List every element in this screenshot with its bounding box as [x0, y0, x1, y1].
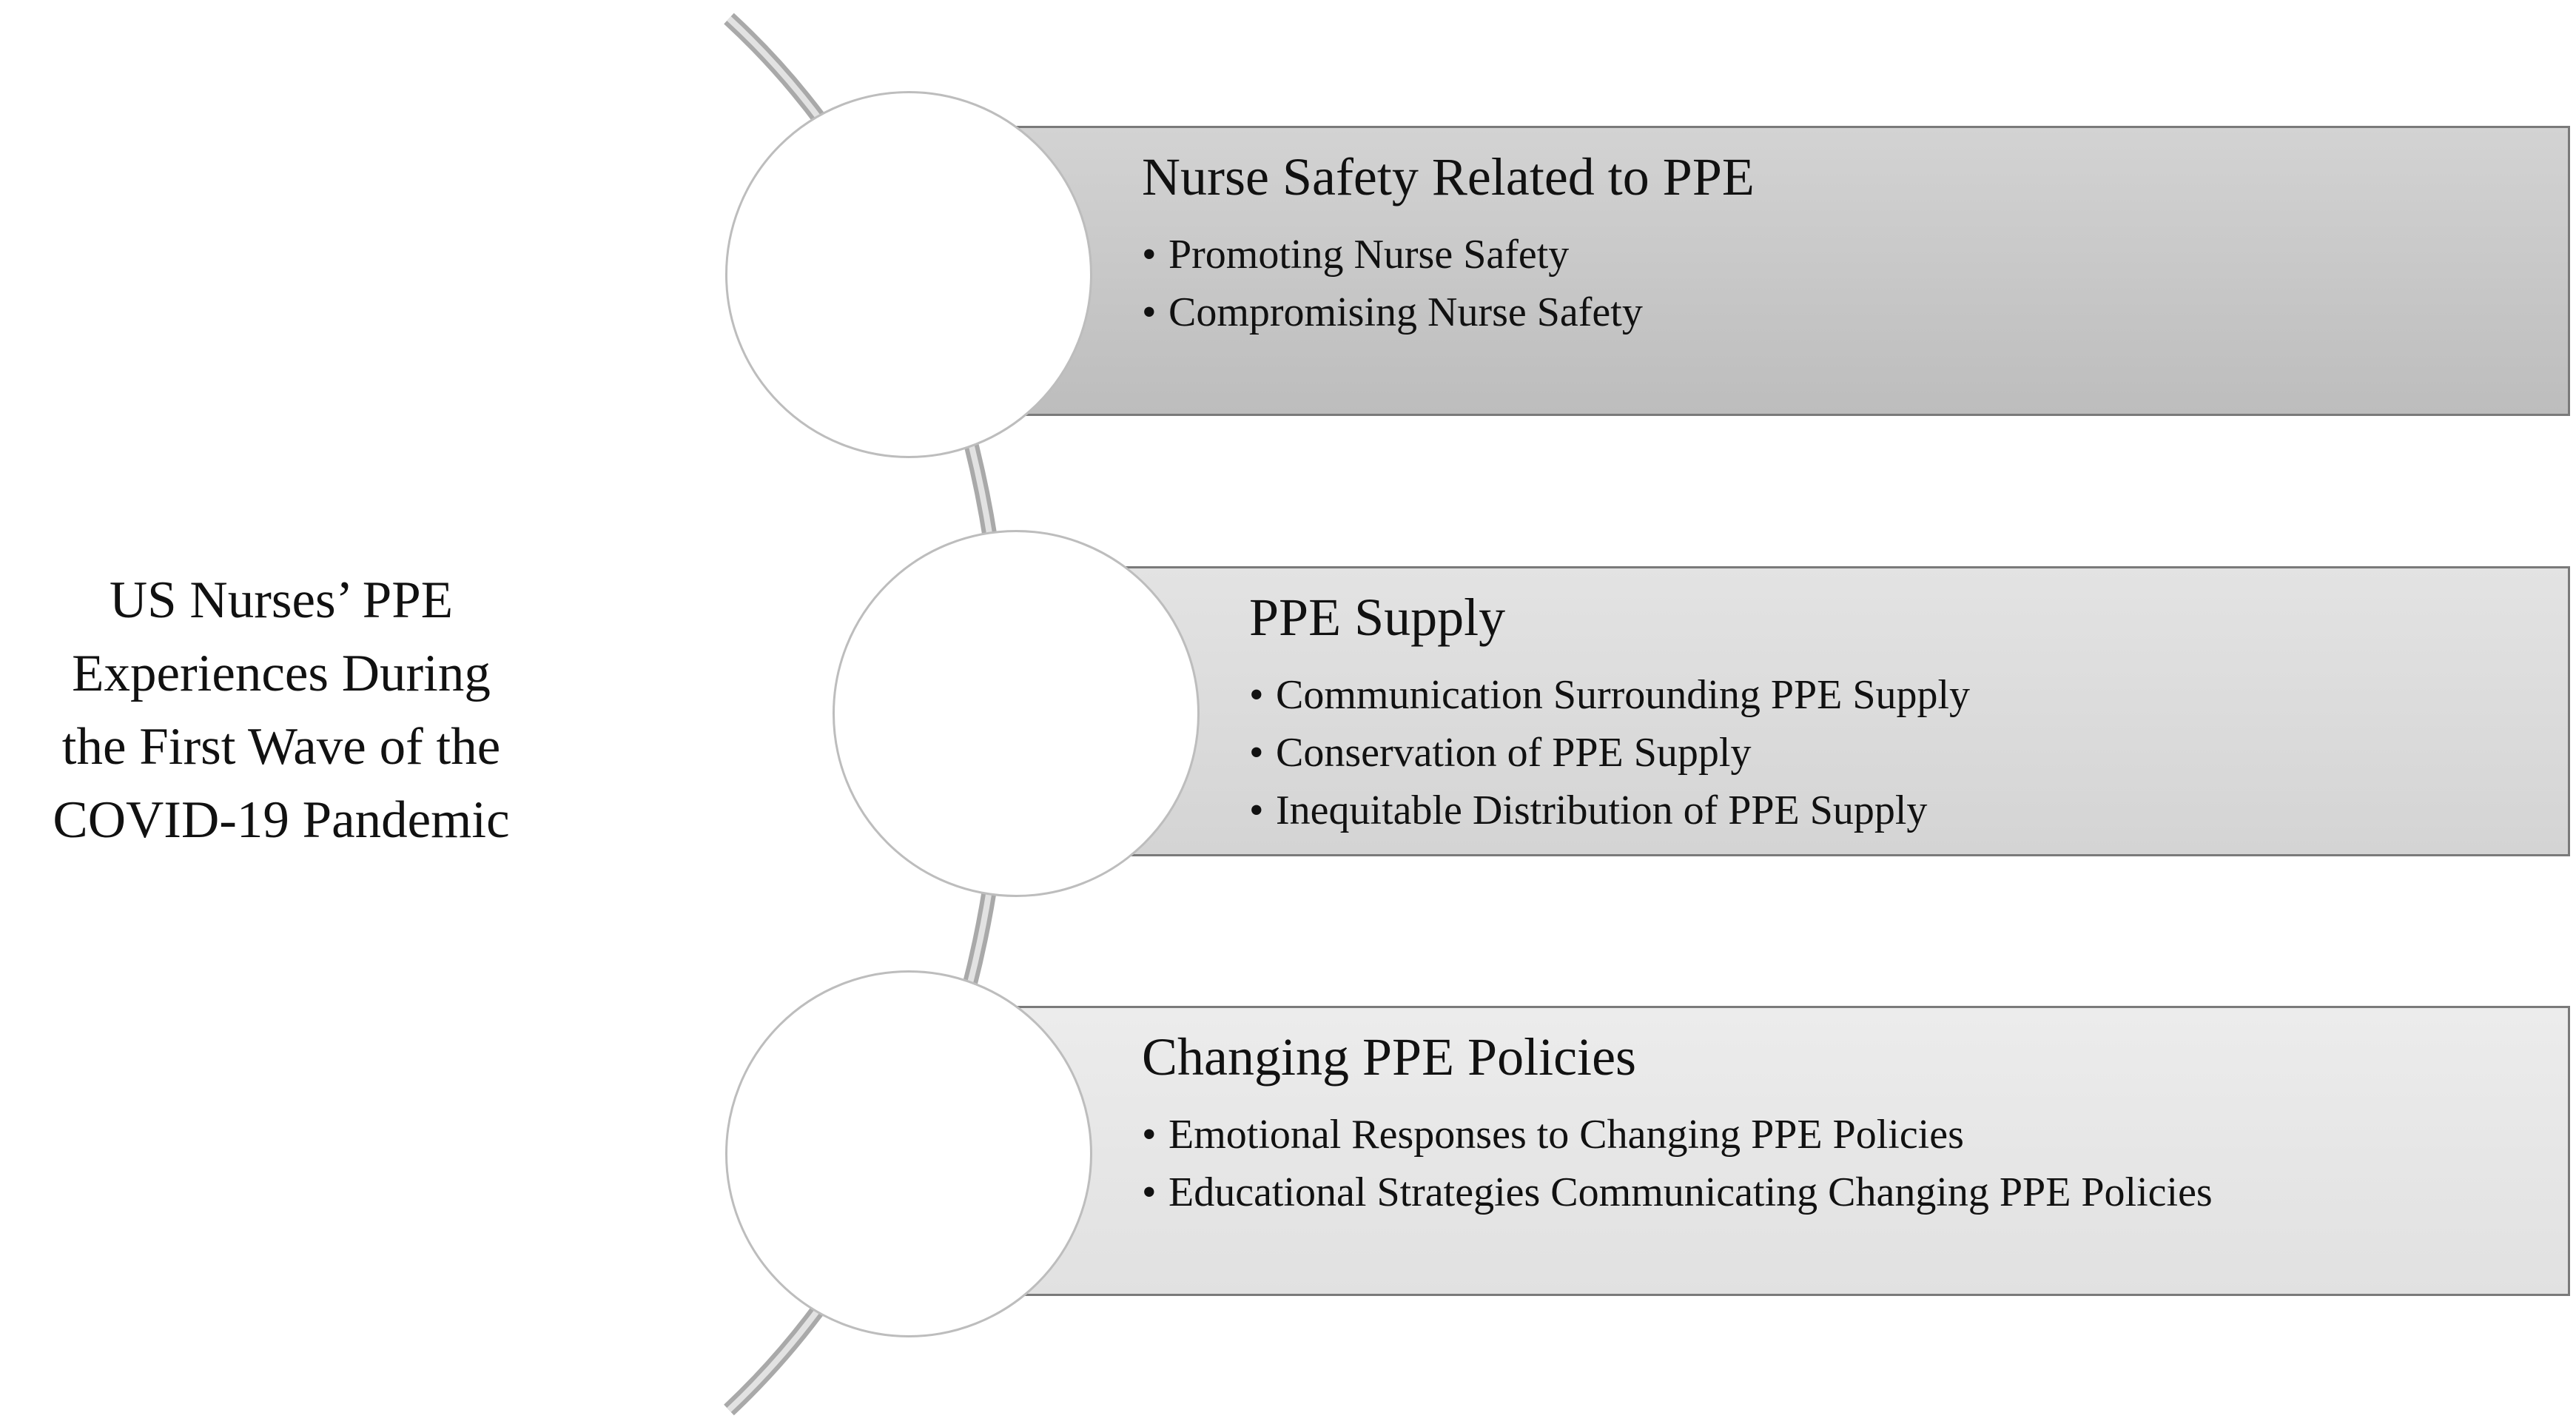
theme-title: Changing PPE Policies — [1142, 1027, 1637, 1087]
bullet-icon: • — [1142, 1169, 1157, 1215]
subtheme-label: Conservation of PPE Supply — [1276, 730, 1752, 776]
theme-box-changing-policies — [992, 1006, 2570, 1296]
theme-node-circle — [725, 91, 1092, 458]
central-theme-line-3: the First Wave of the — [61, 718, 501, 776]
subtheme-label: Emotional Responses to Changing PPE Policies — [1168, 1112, 1964, 1158]
theme-title: Nurse Safety Related to PPE — [1142, 147, 1755, 207]
subtheme-item — [1142, 226, 2553, 283]
subtheme-list — [1249, 666, 2553, 839]
central-theme-line-2: Experiences During — [72, 645, 491, 702]
subtheme-label: Promoting Nurse Safety — [1168, 232, 1570, 278]
central-theme-line-4: COVID-19 Pandemic — [53, 791, 510, 849]
bullet-icon: • — [1249, 730, 1264, 776]
central-theme-title — [0, 564, 562, 857]
theme-box-ppe-supply — [1099, 566, 2570, 856]
theme-box-nurse-safety — [992, 126, 2570, 416]
bullet-icon: • — [1142, 289, 1157, 335]
subtheme-item — [1249, 666, 2553, 724]
subtheme-item — [1249, 782, 2553, 839]
subtheme-item — [1142, 283, 2553, 341]
bullet-icon: • — [1142, 1112, 1157, 1158]
theme-title: PPE Supply — [1249, 588, 1506, 647]
subtheme-item — [1249, 724, 2553, 782]
subtheme-list — [1142, 1106, 2553, 1221]
subtheme-label: Compromising Nurse Safety — [1168, 289, 1643, 335]
subtheme-item — [1142, 1106, 2553, 1164]
theme-node-circle — [833, 530, 1200, 897]
subtheme-label: Educational Strategies Communicating Changing PPE Policies — [1168, 1169, 2213, 1215]
bullet-icon: • — [1249, 672, 1264, 718]
theme-node-circle — [725, 970, 1092, 1337]
bullet-icon: • — [1249, 788, 1264, 833]
subtheme-label: Inequitable Distribution of PPE Supply — [1276, 788, 1928, 833]
subtheme-list — [1142, 226, 2553, 341]
central-theme-line-1: US Nurses’ PPE — [109, 571, 454, 629]
subtheme-label: Communication Surrounding PPE Supply — [1276, 672, 1971, 718]
subtheme-item — [1142, 1164, 2553, 1221]
bullet-icon: • — [1142, 232, 1157, 278]
